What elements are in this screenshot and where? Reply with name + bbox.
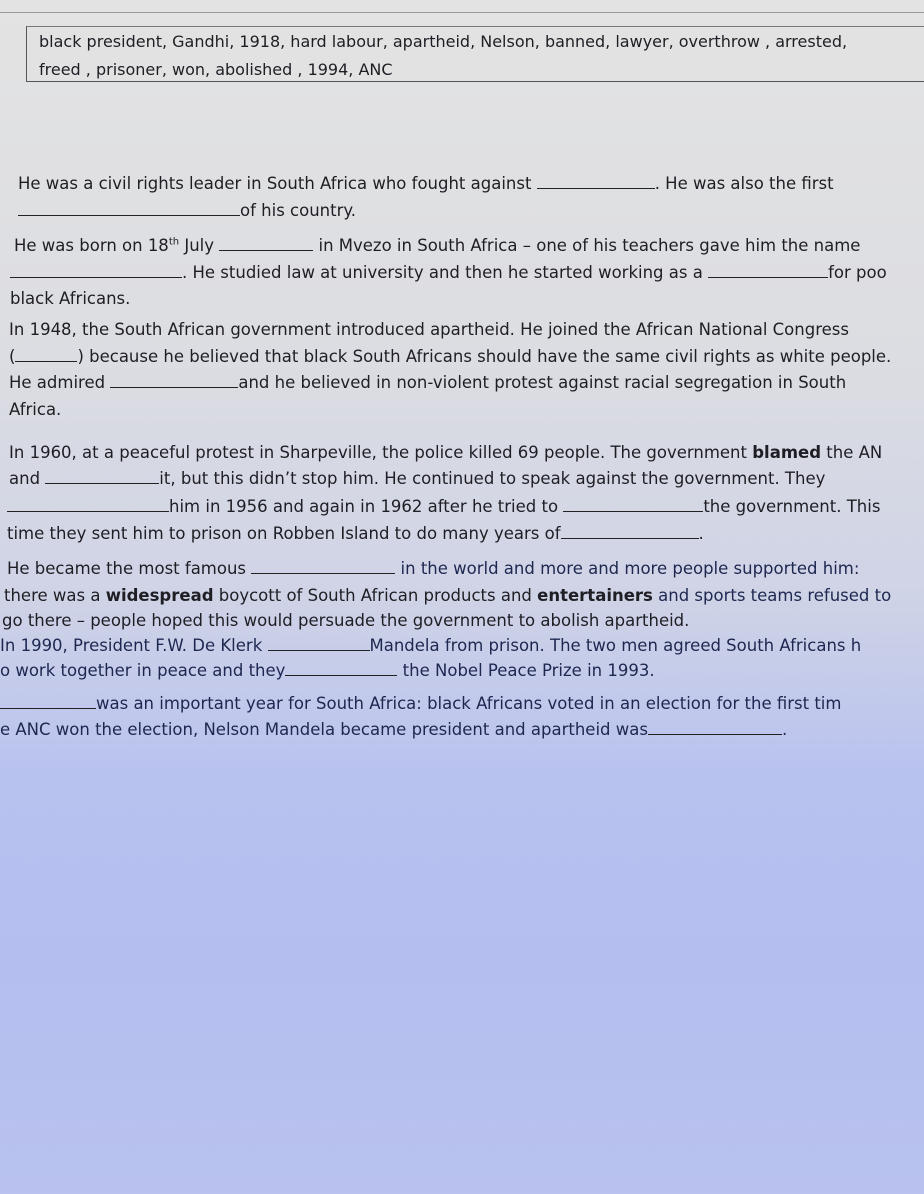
p6-text-b: e ANC won the election, Nelson Mandela became president and apartheid was bbox=[0, 720, 648, 739]
p4-text-c: and bbox=[9, 469, 46, 488]
p5-line-4 bbox=[0, 636, 861, 655]
p3-line-1: In 1948, the South African government introduced apartheid. He joined the African National Congress bbox=[9, 320, 849, 339]
p4-text-f: the government. This bbox=[703, 497, 881, 516]
p1-line-1 bbox=[18, 174, 834, 193]
blank-8[interactable] bbox=[45, 470, 159, 484]
p5-text-g: Mandela from prison. The two men agreed South Africans h bbox=[369, 636, 862, 655]
p5-text-c: there was a bbox=[4, 586, 106, 605]
p4-line-4 bbox=[7, 524, 704, 543]
p5-text-b: in the world and more and more people supported him: bbox=[395, 559, 860, 578]
p3-text-d: and he believed in non-violent protest against racial segregation in South bbox=[238, 373, 847, 392]
blank-12[interactable] bbox=[251, 560, 395, 574]
p2-text-c: in Mvezo in South Africa – one of his teachers gave him the name bbox=[313, 236, 861, 255]
p6-text-c: . bbox=[781, 720, 788, 739]
p2-superscript: th bbox=[168, 236, 180, 248]
p4-line-2 bbox=[9, 469, 825, 488]
word-bank-line-2: freed , prisoner, won, abolished , 1994, ANC bbox=[39, 60, 393, 79]
blank-3[interactable] bbox=[219, 237, 313, 251]
p5-line-5 bbox=[0, 661, 655, 680]
blank-11[interactable] bbox=[561, 525, 699, 539]
blank-15[interactable] bbox=[0, 695, 96, 709]
p1-text-a: He was a civil rights leader in South Africa who fought against bbox=[18, 174, 537, 193]
blank-6[interactable] bbox=[15, 348, 77, 362]
word-bank-box bbox=[26, 26, 924, 82]
word-bank-line-1: black president, Gandhi, 1918, hard labour, apartheid, Nelson, banned, lawyer, overthrow , arrested, bbox=[39, 32, 848, 51]
p5-bold-widespread: widespread bbox=[105, 586, 214, 605]
blank-5[interactable] bbox=[708, 264, 828, 278]
p1-line-2 bbox=[18, 201, 356, 220]
blank-2[interactable] bbox=[18, 202, 240, 216]
p4-bold-blamed: blamed bbox=[752, 443, 822, 462]
p6-text-a: was an important year for South Africa: black Africans voted in an election for the first tim bbox=[96, 694, 842, 713]
p2-text-d: . He studied law at university and then he started working as a bbox=[182, 263, 709, 282]
p1-text-b: . He was also the first bbox=[654, 174, 834, 193]
p5-text-i: the Nobel Peace Prize in 1993. bbox=[397, 661, 655, 680]
blank-14[interactable] bbox=[285, 662, 397, 676]
p2-text-e: for poo bbox=[828, 263, 887, 282]
p3-text-b: ) because he believed that black South Africans should have the same civil rights as white people. bbox=[77, 347, 892, 366]
p1-text-c: of his country. bbox=[240, 201, 357, 220]
blank-13[interactable] bbox=[268, 637, 370, 651]
p3-paren-open: ( bbox=[9, 347, 16, 366]
blank-16[interactable] bbox=[648, 721, 782, 735]
p5-text-e: and sports teams refused to bbox=[652, 586, 892, 605]
blank-1[interactable] bbox=[537, 175, 655, 189]
p2-line-3: black Africans. bbox=[10, 289, 131, 308]
page-edge bbox=[0, 12, 924, 13]
p4-text-g: time they sent him to prison on Robben Island to do many years of bbox=[7, 524, 561, 543]
p5-text-f: In 1990, President F.W. De Klerk bbox=[0, 636, 268, 655]
p3-line-4: Africa. bbox=[9, 400, 62, 419]
p2-text-a: He was born on 18 bbox=[14, 236, 169, 255]
p3-text-c: He admired bbox=[9, 373, 111, 392]
blank-10[interactable] bbox=[563, 498, 703, 512]
p4-text-a: In 1960, at a peaceful protest in Sharpeville, the police killed 69 people. The government bbox=[9, 443, 753, 462]
p4-text-e: him in 1956 and again in 1962 after he tried to bbox=[169, 497, 564, 516]
p4-text-d: it, but this didn’t stop him. He continued to speak against the government. They bbox=[159, 469, 826, 488]
p5-line-2 bbox=[4, 586, 891, 605]
p3-line-3 bbox=[9, 373, 846, 392]
p5-text-a: He became the most famous bbox=[7, 559, 252, 578]
p6-line-2 bbox=[0, 720, 787, 739]
blank-7[interactable] bbox=[110, 374, 238, 388]
p2-text-b: July bbox=[179, 236, 220, 255]
p5-line-1 bbox=[7, 559, 859, 578]
p4-line-3 bbox=[7, 497, 880, 516]
p4-line-1 bbox=[9, 443, 882, 462]
p5-text-h: o work together in peace and they bbox=[0, 661, 286, 680]
p3-line-2 bbox=[9, 347, 891, 366]
p4-text-h: . bbox=[698, 524, 704, 543]
p5-text-d: boycott of South African products and bbox=[213, 586, 538, 605]
p2-line-2 bbox=[10, 263, 887, 282]
blank-9[interactable] bbox=[7, 498, 169, 512]
p6-line-1 bbox=[0, 694, 841, 713]
p5-bold-entertainers: entertainers bbox=[537, 586, 653, 605]
p4-text-b: the AN bbox=[821, 443, 883, 462]
blank-4[interactable] bbox=[10, 264, 182, 278]
p5-line-3: go there – people hoped this would persuade the government to abolish apartheid. bbox=[2, 611, 690, 630]
p2-line-1 bbox=[14, 236, 860, 255]
